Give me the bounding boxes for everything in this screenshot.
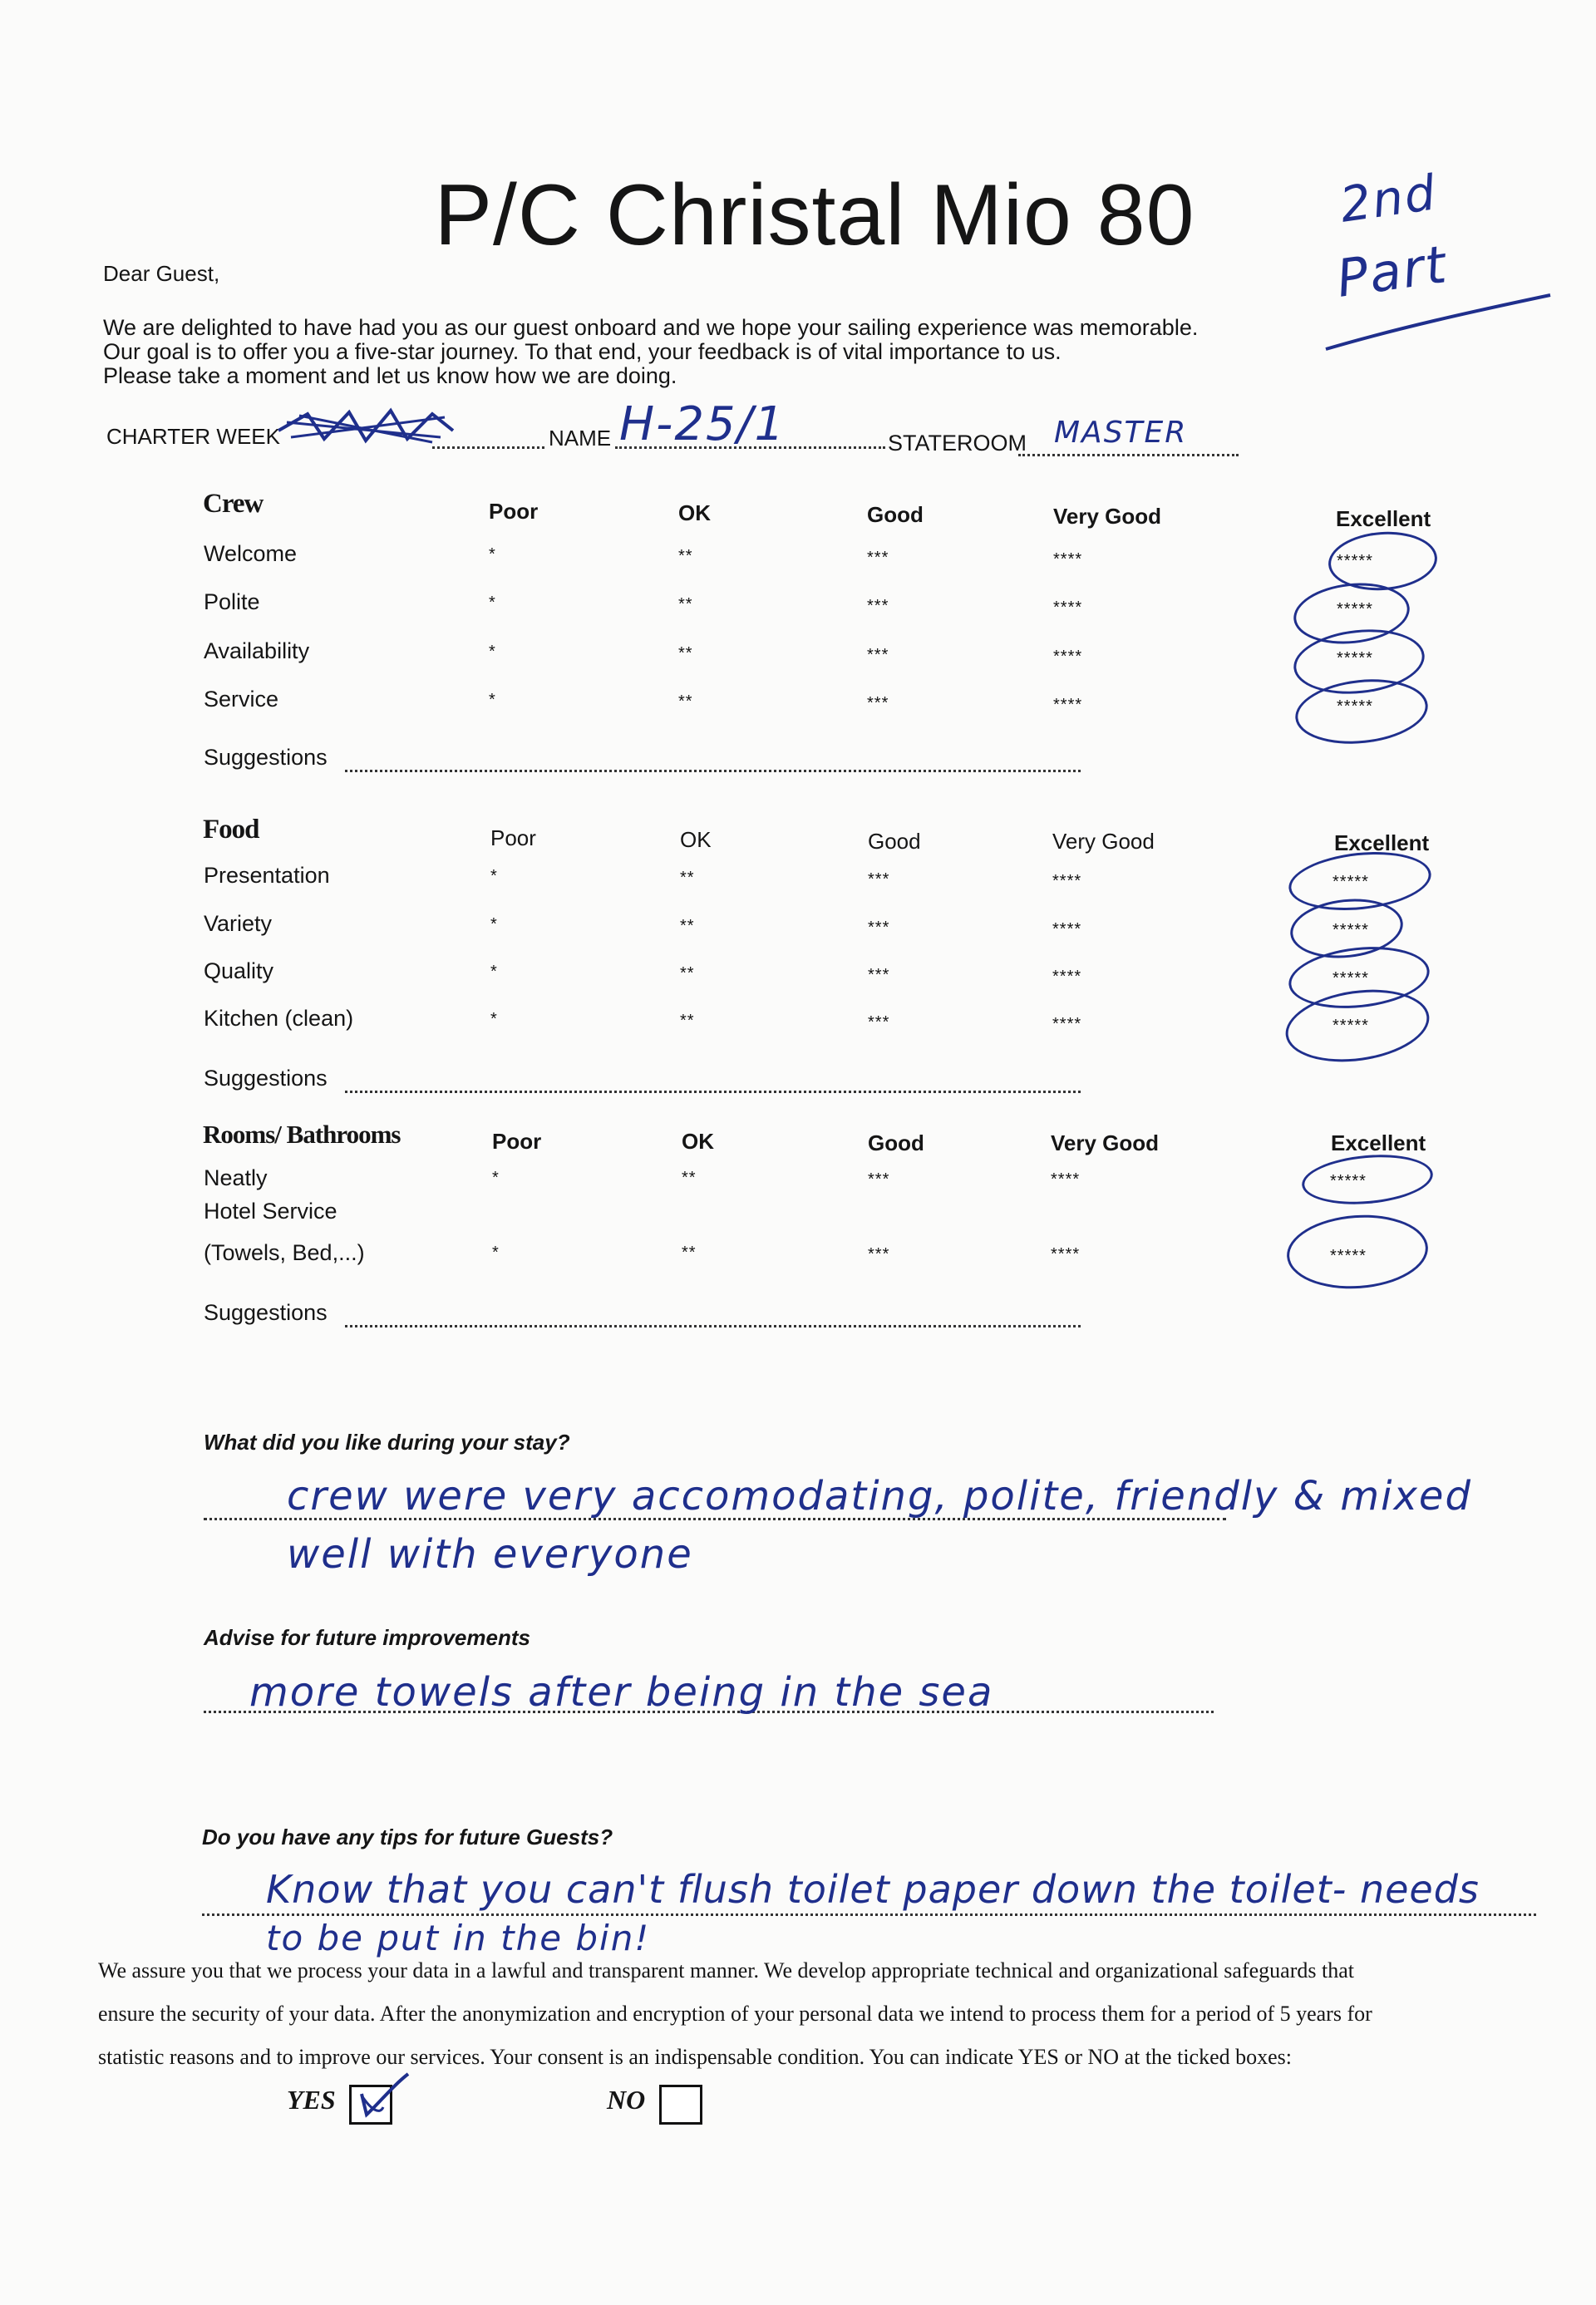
row-label-service: Service — [204, 687, 279, 712]
section-title-crew: Crew — [203, 489, 264, 519]
star-poor[interactable]: * — [489, 691, 496, 709]
charter-week-label: CHARTER WEEK — [106, 424, 280, 449]
star-excellent[interactable]: ***** — [1330, 1172, 1367, 1190]
row-label-kitchen: Kitchen (clean) — [204, 1006, 354, 1031]
star-ok[interactable]: ** — [680, 917, 695, 935]
star-ok[interactable]: ** — [680, 869, 695, 887]
intro-paragraph — [103, 316, 1292, 388]
intro-line: Please take a moment and let us know how we are doing. — [103, 363, 677, 388]
name-label: NAME — [549, 426, 612, 451]
suggestions-line-crew[interactable] — [345, 770, 1081, 772]
yes-label: YES — [287, 2085, 336, 2115]
star-very-good[interactable]: **** — [1053, 648, 1083, 666]
row-label-polite: Polite — [204, 589, 260, 614]
star-very-good[interactable]: **** — [1052, 968, 1082, 986]
star-very-good[interactable]: **** — [1053, 550, 1083, 569]
charter-week-line — [432, 446, 544, 449]
star-good[interactable]: *** — [867, 597, 889, 615]
star-poor[interactable]: * — [490, 915, 498, 933]
star-very-good[interactable]: **** — [1053, 598, 1083, 617]
question-tips: Do you have any tips for future Guests? — [202, 1825, 613, 1849]
star-poor[interactable]: * — [492, 1169, 500, 1187]
star-good[interactable]: *** — [867, 549, 889, 567]
suggestions-label-food: Suggestions — [204, 1066, 328, 1091]
selection-circle — [1300, 1150, 1435, 1209]
star-poor[interactable]: * — [490, 963, 498, 981]
row-label-neatly: Neatly — [204, 1165, 268, 1190]
col-good: Good — [867, 502, 924, 527]
answer-tips-line2: to be put in the bin! — [266, 1918, 651, 1958]
answer-liked-line1: crew were very accomodating, polite, friendly & mixed — [287, 1473, 1472, 1519]
col-poor: Poor — [490, 825, 536, 850]
intro-line: Our goal is to offer you a five-star journey. To that end, your feedback is of vital importance to us. — [103, 339, 1062, 364]
suggestions-line-rooms[interactable] — [345, 1325, 1081, 1327]
star-good[interactable]: *** — [868, 870, 890, 889]
star-excellent[interactable]: ***** — [1337, 552, 1373, 570]
suggestions-label-rooms: Suggestions — [204, 1300, 328, 1325]
star-good[interactable]: *** — [868, 1170, 890, 1189]
star-ok[interactable]: ** — [678, 644, 693, 662]
star-good[interactable]: *** — [867, 646, 889, 664]
col-ok: OK — [682, 1129, 714, 1154]
suggestions-line-food[interactable] — [345, 1091, 1081, 1093]
star-poor[interactable]: * — [490, 867, 498, 885]
star-excellent[interactable]: ***** — [1332, 921, 1369, 939]
star-poor[interactable]: * — [490, 1010, 498, 1028]
col-ok: OK — [678, 500, 711, 525]
row-label-towels-bed: (Towels, Bed,...) — [204, 1240, 365, 1265]
stateroom-line — [1018, 454, 1239, 456]
star-ok[interactable]: ** — [680, 1012, 695, 1030]
star-excellent[interactable]: ***** — [1332, 969, 1369, 988]
handwritten-note-2nd: 2nd — [1336, 164, 1441, 234]
question-liked: What did you like during your stay? — [204, 1430, 570, 1455]
col-excellent: Excellent — [1336, 506, 1431, 531]
scribbled-out-week — [274, 406, 457, 447]
consent-line: statistic reasons and to improve our services. Your consent is an indispensable condition. You can indicate YES or NO at the ticked boxes: — [98, 2045, 1293, 2069]
col-excellent: Excellent — [1331, 1130, 1426, 1155]
no-checkbox[interactable] — [659, 2085, 702, 2125]
star-good[interactable]: *** — [868, 1245, 890, 1263]
handwritten-underline — [1322, 287, 1554, 353]
selection-circle — [1284, 1210, 1431, 1293]
star-good[interactable]: *** — [868, 1013, 890, 1032]
col-very-good: Very Good — [1051, 1130, 1160, 1155]
row-label-availability: Availability — [204, 638, 310, 663]
col-very-good: Very Good — [1053, 504, 1162, 529]
stateroom-label: STATEROOM — [888, 431, 1027, 456]
star-very-good[interactable]: **** — [1052, 872, 1082, 890]
section-title-food: Food — [203, 815, 259, 845]
star-ok[interactable]: ** — [678, 595, 693, 613]
star-poor[interactable]: * — [492, 1244, 500, 1262]
star-excellent[interactable]: ***** — [1337, 649, 1373, 667]
star-very-good[interactable]: **** — [1053, 696, 1083, 714]
answer-liked-line2: well with everyone — [287, 1531, 693, 1578]
col-poor: Poor — [492, 1129, 542, 1154]
handwritten-note-part: Part — [1332, 234, 1451, 309]
star-poor[interactable]: * — [489, 643, 496, 661]
answer-improvements: more towels after being in the sea — [249, 1669, 994, 1716]
row-label-presentation: Presentation — [204, 863, 330, 888]
star-ok[interactable]: ** — [678, 547, 693, 565]
star-excellent[interactable]: ***** — [1330, 1247, 1367, 1265]
question-improvements: Advise for future improvements — [204, 1625, 530, 1650]
star-excellent[interactable]: ***** — [1332, 1017, 1369, 1035]
col-poor: Poor — [489, 499, 539, 524]
no-label: NO — [607, 2085, 646, 2115]
intro-line: We are delighted to have had you as our guest onboard and we hope your sailing experience was memorable. — [103, 315, 1199, 340]
stateroom-value: MASTER — [1054, 416, 1188, 450]
consent-line: We assure you that we process your data in a lawful and transparent manner. We develop appropriate technical and organizational safeguards that — [98, 1958, 1354, 1982]
star-good[interactable]: *** — [867, 694, 889, 712]
star-ok[interactable]: ** — [678, 692, 693, 711]
salutation: Dear Guest, — [103, 261, 220, 286]
section-title-rooms: Rooms/ Bathrooms — [203, 1120, 401, 1149]
star-excellent[interactable]: ***** — [1337, 697, 1373, 716]
star-ok[interactable]: ** — [682, 1244, 697, 1262]
consent-line: ensure the security of your data. After the anonymization and encryption of your personal data we intend to process them for a period of 5 years for — [98, 2002, 1372, 2026]
col-ok: OK — [680, 827, 712, 852]
row-label-variety: Variety — [204, 911, 273, 936]
star-poor[interactable]: * — [489, 593, 496, 612]
col-excellent: Excellent — [1334, 830, 1430, 855]
star-excellent[interactable]: ***** — [1332, 873, 1369, 891]
star-very-good[interactable]: **** — [1051, 1245, 1081, 1263]
yes-checkbox[interactable] — [349, 2085, 392, 2125]
star-very-good[interactable]: **** — [1052, 920, 1082, 938]
row-label-welcome: Welcome — [204, 541, 298, 566]
col-very-good: Very Good — [1052, 829, 1155, 854]
answer-tips-line1: Know that you can't flush toilet paper down the toilet- needs — [266, 1867, 1480, 1912]
answer-line-tips[interactable] — [202, 1913, 1536, 1916]
row-label-hotel-service: Hotel Service — [204, 1199, 337, 1224]
name-value: H-25/1 — [619, 397, 786, 451]
star-ok[interactable]: ** — [682, 1169, 697, 1187]
row-label-quality: Quality — [204, 958, 274, 983]
star-excellent[interactable]: ***** — [1337, 600, 1373, 618]
star-good[interactable]: *** — [868, 919, 890, 937]
col-good: Good — [868, 829, 921, 854]
consent-paragraph — [98, 1949, 1528, 2079]
star-very-good[interactable]: **** — [1052, 1015, 1082, 1033]
check-mark-icon — [355, 2069, 413, 2119]
col-good: Good — [868, 1130, 924, 1155]
star-poor[interactable]: * — [489, 545, 496, 564]
star-good[interactable]: *** — [868, 966, 890, 984]
star-ok[interactable]: ** — [680, 964, 695, 983]
form-title: P/C Christal Mio 80 — [434, 167, 1195, 263]
star-very-good[interactable]: **** — [1051, 1170, 1081, 1189]
suggestions-label-crew: Suggestions — [204, 745, 328, 770]
